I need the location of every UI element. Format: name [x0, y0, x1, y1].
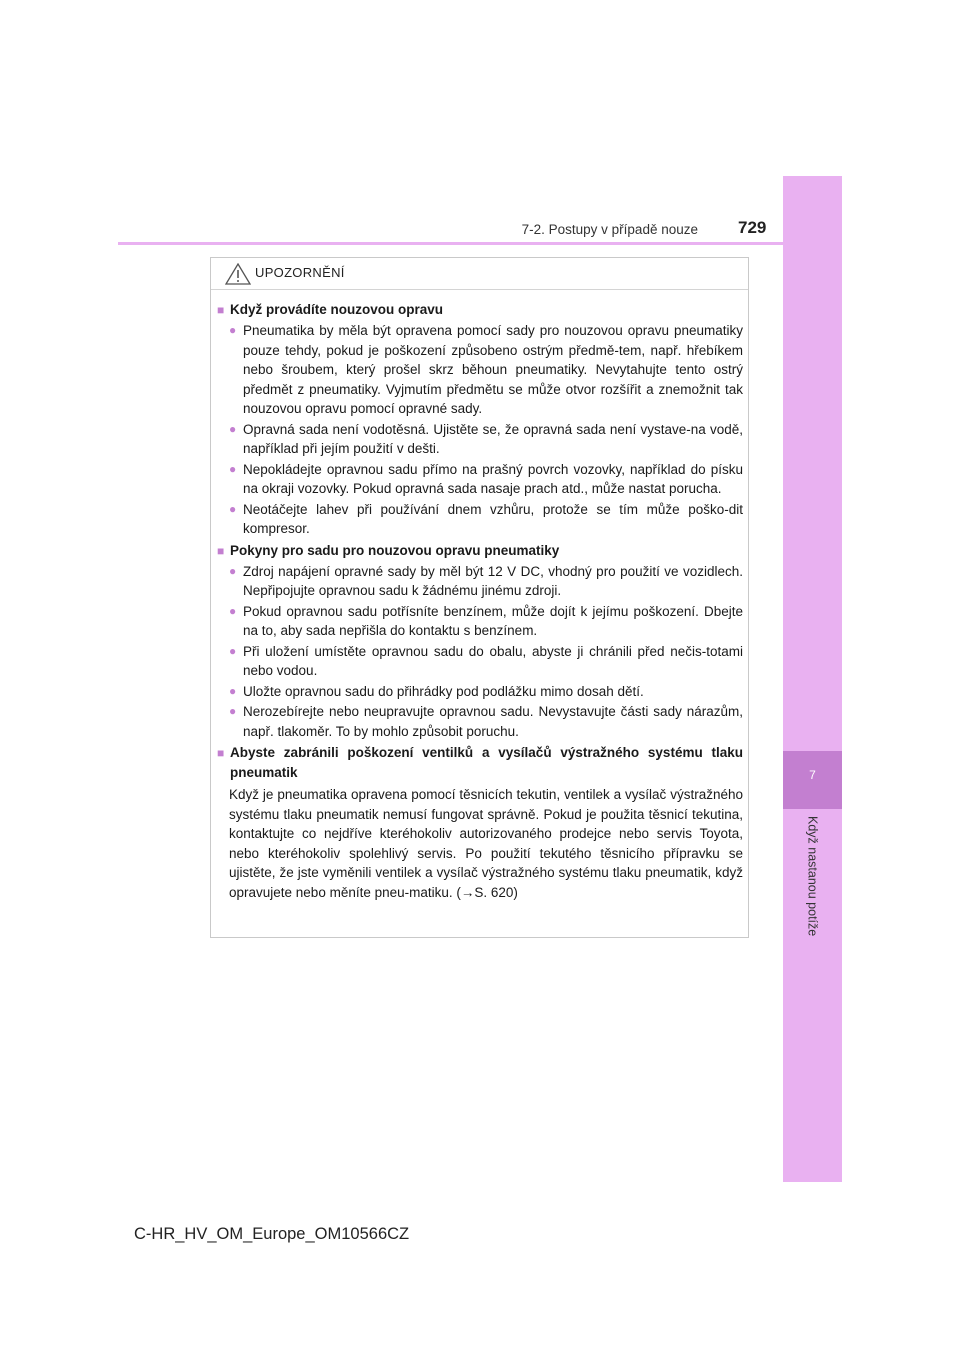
chapter-title: Když nastanou potíže	[805, 816, 820, 937]
document-id: C-HR_HV_OM_Europe_OM10566CZ	[134, 1225, 410, 1243]
circle-bullet-icon: ●	[229, 563, 237, 578]
header-rule	[118, 242, 783, 245]
section-title: 7-2. Postupy v případě nouze	[521, 222, 698, 237]
list-item: ● Pneumatika by měla být opravena pomocí sady pro nouzovou opravu pneumatiky pouze tehdy, pokud je poškození způsobeno ostrým předmě-tem, např. hřebíkem nebo šroubem, který prošel skrz běhoun pneumatiky. Nevytahujte tento ostrý předmět z pneumatiky. Vyjmutím předmětu se může otvor rozšířit a znemožnit tak nouzovou opravu pomocí opravné sady.	[229, 321, 743, 419]
circle-bullet-icon: ●	[229, 323, 237, 337]
warning-body	[217, 298, 743, 902]
page-number: 729	[738, 218, 767, 237]
warning-title: UPOZORNĚNÍ	[255, 265, 345, 280]
list-item: ● Opravná sada není vodotěsná. Ujistěte se, že opravná sada není vystave-na vodě, například při jejím použití v dešti.	[229, 420, 743, 459]
list-item: ● Při uložení umístěte opravnou sadu do obalu, abyste ji chránili před nečis-totami nebo vodou.	[229, 642, 743, 681]
list-item: ● Nerozebírejte nebo neupravujte opravnou sadu. Nevystavujte části sady nárazům, např. tlakoměr. To by mohlo způsobit poruchu.	[229, 702, 743, 741]
section-text: Když je pneumatika opravena pomocí těsnicích tekutin, ventilek a vysílač výstražného systému tlaku pneumatik nemusí fungovat správně. Pokud je použita těsnicí tekutina, kontaktujte co nejdříve kteréhokoliv autorizovaného prodejce nebo servis Toyota, nebo kteréhokoliv spolehlivý servis. Po použití tekutého těsnicího přípravku se ujistěte, že jste vyměnili ventilek a vysílač výstražného systému tlaku pneumatik, když opravujete nebo měníte pneu-matiku. (→S. 620)	[229, 787, 743, 900]
square-bullet-icon: ■	[217, 746, 225, 760]
circle-bullet-icon: ●	[229, 704, 237, 718]
chapter-title-vertical	[783, 816, 842, 966]
warning-triangle-icon	[225, 263, 251, 285]
circle-bullet-icon: ●	[229, 603, 237, 618]
warning-box	[210, 257, 749, 938]
list-item: ● Zdroj napájení opravné sady by měl být 12 V DC, vhodný pro použití ve vozidlech. Nepřipojujte opravnou sadu k žádnému jinému zdroji.	[229, 562, 743, 601]
circle-bullet-icon: ●	[229, 421, 237, 436]
section-heading: ■ Pokyny pro sadu pro nouzovou opravu pneumatiky	[217, 541, 743, 561]
list-item: ● Uložte opravnou sadu do přihrádky pod podlážku mimo dosah dětí.	[229, 682, 743, 702]
list-item: ● Neotáčejte lahev při používání dnem vzhůru, protože se tím může poško-dit kompresor.	[229, 500, 743, 539]
list-item: ● Pokud opravnou sadu potřísníte benzínem, může dojít k jejímu poškození. Dbejte na to, aby sada nepřišla do kontaktu s benzínem.	[229, 602, 743, 641]
circle-bullet-icon: ●	[229, 683, 237, 698]
square-bullet-icon: ■	[217, 543, 225, 558]
section-heading: ■ Abyste zabránili poškození ventilků a vysílačů výstražného systému tlaku pneumatik	[217, 743, 743, 783]
circle-bullet-icon: ●	[229, 643, 237, 658]
section-heading: ■ Když provádíte nouzovou opravu	[217, 300, 743, 320]
chapter-side-tab	[783, 176, 842, 1182]
square-bullet-icon: ■	[217, 303, 225, 317]
circle-bullet-icon: ●	[229, 501, 237, 516]
circle-bullet-icon: ●	[229, 461, 237, 476]
warning-header	[211, 258, 748, 290]
list-item: ● Nepokládejte opravnou sadu přímo na prašný povrch vozovky, například do písku na okraji vozovky. Pokud opravná sada nasaje prach atd., může nastat porucha.	[229, 460, 743, 499]
chapter-number: 7	[809, 768, 816, 782]
